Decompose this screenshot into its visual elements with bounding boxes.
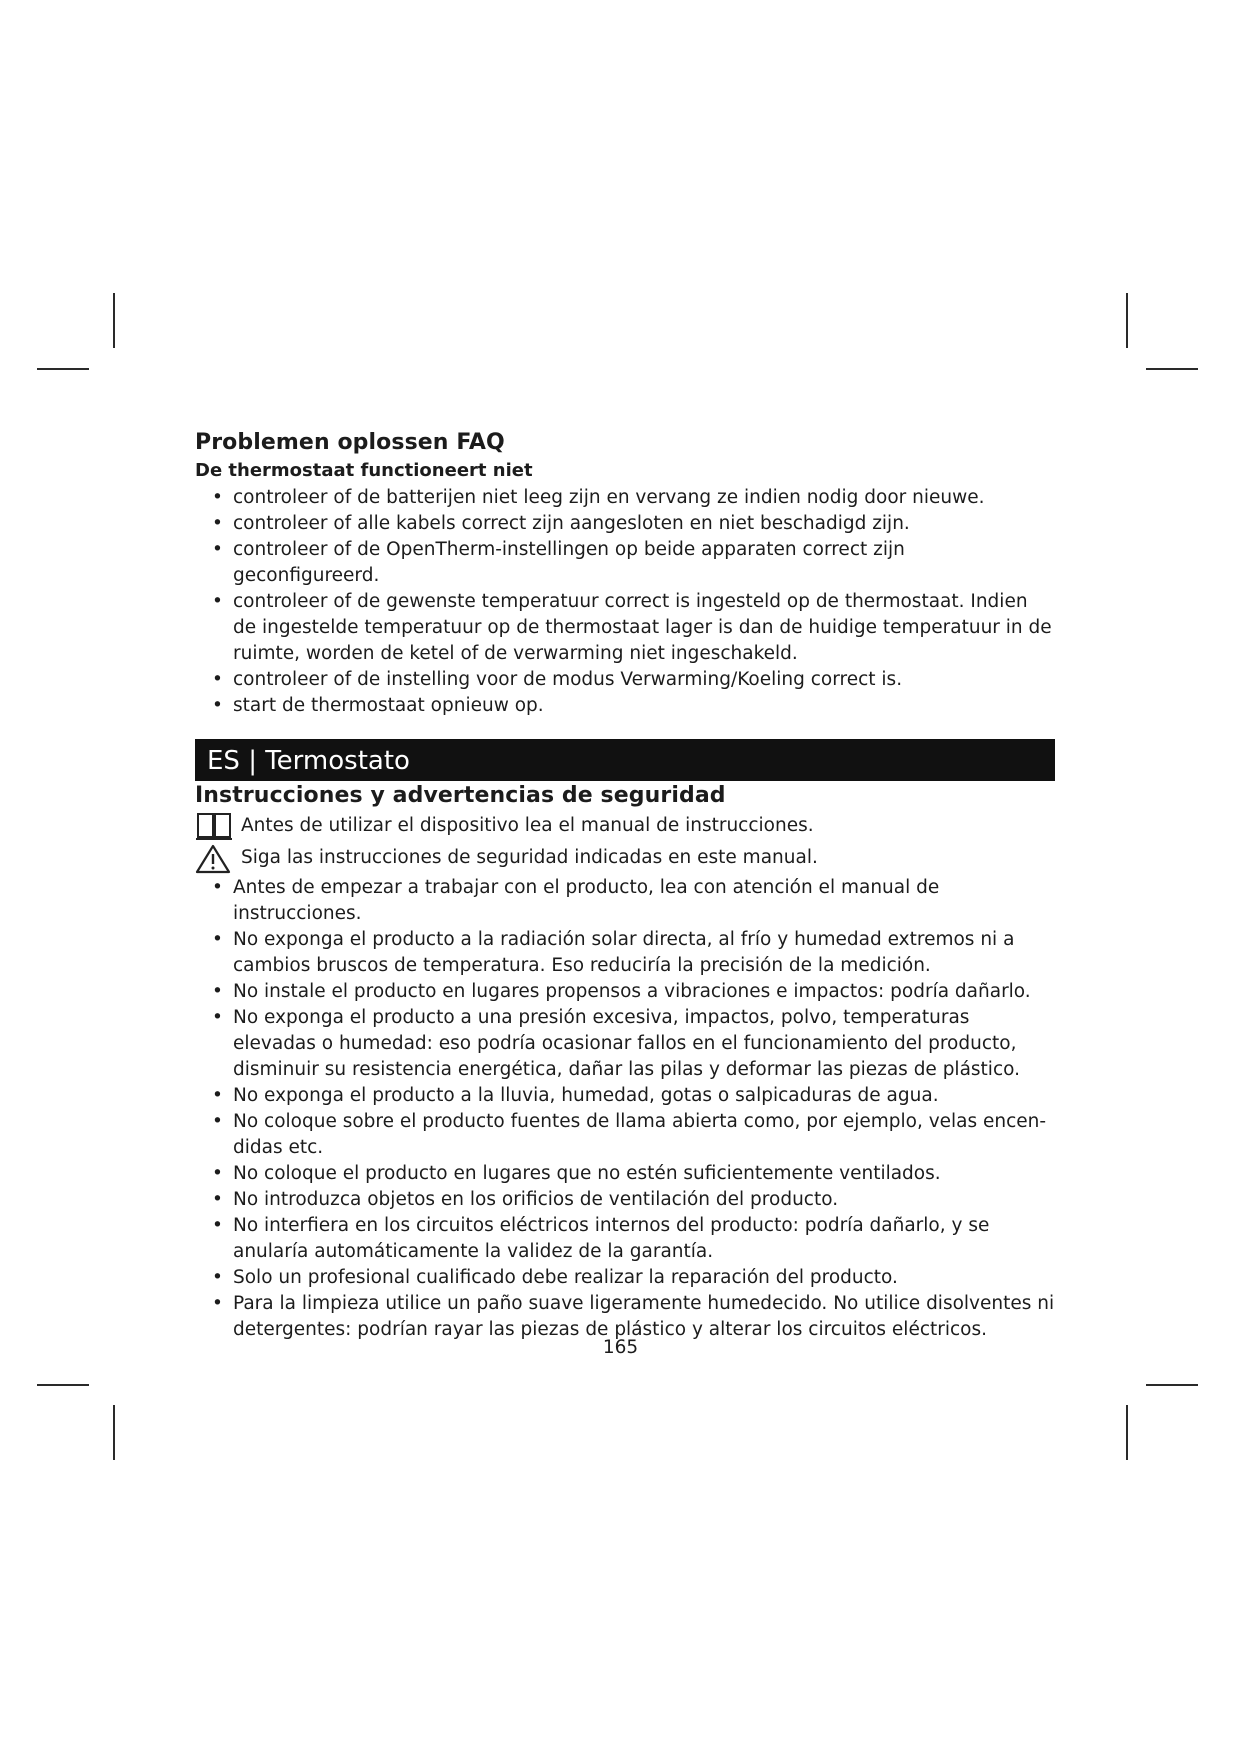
nl-section-subtitle: De thermostaat functioneert niet [195, 460, 533, 481]
page-number: 165 [602, 1337, 639, 1358]
es-section-title: Instrucciones y advertencias de seguridad [195, 783, 726, 808]
warning-triangle-icon [195, 844, 231, 874]
list-item: • controleer of de OpenTherm-instellingen op beide apparaten correct zijn geconfigureerd. [195, 537, 1055, 589]
crop-mark-bottom-right-horizontal [1146, 1384, 1198, 1386]
list-item: • Solo un profesional cualificado debe realizar la reparación del producto. [195, 1265, 1055, 1291]
list-item: • No introduzca objetos en los orificios de ventilación del producto. [195, 1187, 1055, 1213]
nl-section-title: Problemen oplossen FAQ [195, 430, 505, 455]
list-item: • No instale el producto en lugares propensos a vibraciones e impactos: podría dañarlo. [195, 979, 1055, 1005]
nl-faq-section [195, 428, 1055, 719]
crop-mark-bottom-left-vertical [113, 1405, 115, 1460]
crop-mark-bottom-left-horizontal [37, 1384, 89, 1386]
list-item: • controleer of de instelling voor de modus Verwarming/Koeling correct is. [195, 667, 1055, 693]
crop-mark-top-right-horizontal [1146, 368, 1198, 370]
crop-mark-top-left-vertical [113, 293, 115, 348]
crop-mark-top-left-horizontal [37, 368, 89, 370]
page-content [195, 428, 1055, 1343]
book-icon [195, 811, 233, 841]
warning-note [195, 843, 1055, 875]
list-item: • controleer of alle kabels correct zijn aangesloten en niet beschadigd zijn. [195, 511, 1055, 537]
manual-note [195, 811, 1055, 843]
list-item: • start de thermostaat opnieuw op. [195, 693, 1055, 719]
es-safety-section [195, 781, 1055, 1343]
es-bullet-list [195, 875, 1055, 1343]
warning-note-text: Siga las instrucciones de seguridad indicadas en este manual. [241, 847, 818, 868]
nl-bullet-list [195, 485, 1055, 719]
crop-mark-top-right-vertical [1126, 293, 1128, 348]
list-item: • Antes de empezar a trabajar con el producto, lea con atención el manual de instrucciones. [195, 875, 1055, 927]
list-item: • No interfiera en los circuitos eléctricos internos del producto: podría dañarlo, y se anularía automáticamente la validez de la garantía. [195, 1213, 1055, 1265]
list-item: • No coloque el producto en lugares que no estén suficientemente ventilados. [195, 1161, 1055, 1187]
manual-note-text: Antes de utilizar el dispositivo lea el manual de instrucciones. [241, 815, 814, 836]
list-item: • Para la limpieza utilice un paño suave ligeramente humedecido. No utilice disolventes ni detergentes: podrían rayar las piezas de plástico y alterar los circuitos eléctricos. [195, 1291, 1055, 1343]
list-item: • No exponga el producto a la radiación solar directa, al frío y humedad extremos ni a cambios bruscos de temperatura. Eso reduciría la precisión de la medición. [195, 927, 1055, 979]
list-item: • controleer of de gewenste temperatuur correct is ingesteld op de thermostaat. Indien de ingestelde temperatuur op de thermostaat lager is dan de huidige temperatuur in de ruimte, worden de ketel of de verwarming niet ingeschakeld. [195, 589, 1055, 667]
es-section-bar: ES | Termostato [195, 739, 1055, 781]
list-item: • No exponga el producto a la lluvia, humedad, gotas o salpicaduras de agua. [195, 1083, 1055, 1109]
crop-mark-bottom-right-vertical [1126, 1405, 1128, 1460]
list-item: • No coloque sobre el producto fuentes de llama abierta como, por ejemplo, velas encen-didas etc. [195, 1109, 1055, 1161]
list-item: • controleer of de batterijen niet leeg zijn en vervang ze indien nodig door nieuwe. [195, 485, 1055, 511]
list-item: • No exponga el producto a una presión excesiva, impactos, polvo, temperaturas elevadas o humedad: eso podría ocasionar fallos en el funcionamiento del producto, disminuir su resistencia energética, dañar las pilas y deformar las piezas de plástico. [195, 1005, 1055, 1083]
